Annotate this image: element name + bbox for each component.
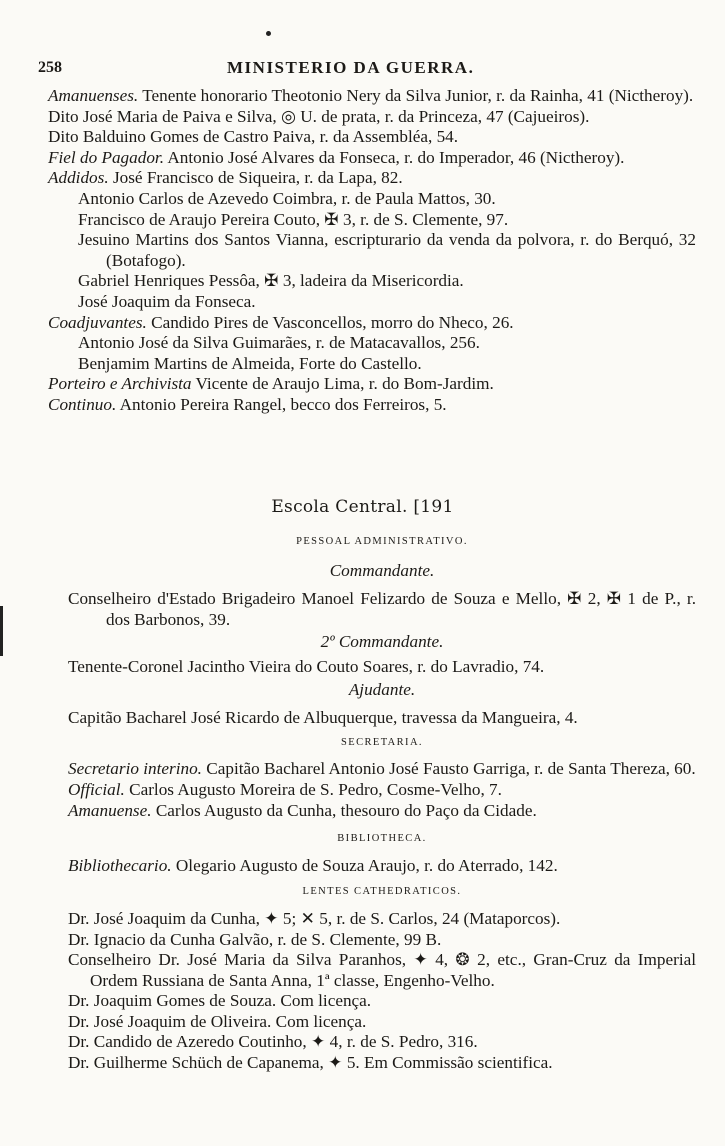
library-entry — [68, 856, 696, 877]
professor-entry: Dr. Ignacio da Cunha Galvão, r. de S. Clemente, 99 B. — [68, 929, 442, 949]
secretariat-entry — [68, 801, 696, 822]
print-speck-decoration — [266, 31, 271, 36]
role-label: Amanuense. — [68, 800, 152, 820]
running-title: MINISTERIO DA GUERRA. — [227, 58, 475, 77]
entry-text: Dito Balduino Gomes de Castro Paiva, r. da Assembléa, 54. — [48, 127, 459, 147]
professor-entry: Dr. José Joaquim de Oliveira. Com licença. — [68, 1011, 367, 1031]
entry-text: Gabriel Henriques Pessôa, ✠ 3, ladeira da Misericordia. — [78, 271, 464, 291]
staff-entry — [48, 107, 696, 128]
second-commandant-heading: 2º Commandante. — [320, 632, 444, 652]
staff-entry — [48, 292, 696, 313]
adjutant-heading: Ajudante. — [348, 679, 416, 699]
entry-text: Antonio José da Silva Guimarães, r. de Matacavallos, 256. — [78, 333, 480, 353]
entry-text: José Joaquim da Fonseca. — [78, 291, 256, 311]
role-label: Porteiro e Archivista — [48, 374, 192, 394]
professor-entry: Conselheiro Dr. José Maria da Silva Paranhos, ✦ 4, ❂ 2, etc., Gran-Cruz da Imperial Ordem Russiana de Santa Anna, 1ª classe, Engenho-Velho. — [68, 950, 696, 990]
staff-entry — [48, 127, 696, 148]
staff-entry — [48, 168, 696, 189]
staff-entry — [48, 210, 696, 231]
ministry-staff-list — [48, 86, 696, 416]
entry-text: José Francisco de Siqueira, r. da Lapa, 82. — [112, 168, 403, 188]
secretariat-heading: SECRETARIA. — [341, 736, 423, 748]
margin-bracket-decoration — [0, 606, 3, 656]
page-header — [38, 58, 699, 80]
staff-entry — [48, 395, 696, 416]
entry-text: Tenente honorario Theotonio Nery da Silva Junior, r. da Rainha, 41 (Nictheroy). — [142, 86, 694, 105]
professors-heading: LENTES CATHEDRATICOS. — [302, 886, 462, 898]
staff-entry — [48, 313, 696, 334]
entry-text: Dito José Maria de Paiva e Silva, ◎ U. de prata, r. da Princeza, 47 (Cajueiros). — [48, 106, 590, 126]
staff-entry — [48, 230, 696, 271]
role-label: Amanuenses. — [48, 86, 139, 105]
admin-heading: PESSOAL ADMINISTRATIVO. — [296, 536, 468, 547]
section-title: Escola Central. [191 — [271, 497, 454, 517]
commandant-heading: Commandante. — [329, 560, 435, 580]
commandant-entry: Conselheiro d'Estado Brigadeiro Manoel Felizardo de Souza e Mello, ✠ 2, ✠ 1 de P., r. dos Barbonos, 39. — [68, 589, 696, 629]
entry-text: Jesuino Martins dos Santos Vianna, escripturario da venda da polvora, r. do Berquó, 32 (Botafogo). — [78, 230, 696, 270]
entry-text: Carlos Augusto da Cunha, thesouro do Paço da Cidade. — [155, 800, 537, 820]
library-heading: BIBLIOTHECA. — [337, 833, 427, 845]
entry-text: Benjamim Martins de Almeida, Forte do Castello. — [78, 353, 422, 373]
role-label: Continuo. — [48, 394, 117, 414]
staff-entry — [48, 354, 696, 375]
page-number: 258 — [38, 59, 62, 76]
entry-text: Capitão Bacharel Antonio José Fausto Garriga, r. de Santa Thereza, 60. — [206, 759, 696, 779]
secretariat-entry — [68, 759, 696, 780]
staff-entry — [48, 148, 696, 169]
entry-text: Antonio Carlos de Azevedo Coimbra, r. de Paula Mattos, 30. — [78, 188, 496, 208]
second-commandant-entry: Tenente-Coronel Jacintho Vieira do Couto Soares, r. do Lavradio, 74. — [68, 656, 545, 676]
entry-text: Antonio José Alvares da Fonseca, r. do Imperador, 46 (Nictheroy). — [167, 147, 625, 167]
role-label: Addidos. — [48, 168, 109, 188]
staff-entry — [48, 86, 696, 107]
role-label: Bibliothecario. — [68, 855, 172, 875]
entry-text: Candido Pires de Vasconcellos, morro do Nheco, 26. — [151, 312, 514, 332]
staff-entry — [48, 189, 696, 210]
secretariat-entry — [68, 780, 696, 801]
staff-entry — [48, 333, 696, 354]
school-staff-list — [68, 532, 696, 1074]
staff-entry — [48, 374, 696, 395]
entry-text: Olegario Augusto de Souza Araujo, r. do Aterrado, 142. — [175, 855, 558, 875]
role-label: Secretario interino. — [68, 759, 202, 779]
entry-text: Vicente de Araujo Lima, r. do Bom-Jardim. — [195, 374, 494, 394]
adjutant-entry: Capitão Bacharel José Ricardo de Albuquerque, travessa da Mangueira, 4. — [68, 708, 578, 728]
entry-text: Antonio Pereira Rangel, becco dos Ferreiros, 5. — [119, 394, 447, 414]
professor-entry: Dr. Joaquim Gomes de Souza. Com licença. — [68, 991, 372, 1011]
professor-entry: Dr. Guilherme Schüch de Capanema, ✦ 5. Em Commissão scientifica. — [68, 1053, 553, 1073]
role-label: Official. — [68, 779, 125, 799]
professor-entry: Dr. José Joaquim da Cunha, ✦ 5; ✕ 5, r. de S. Carlos, 24 (Mataporcos). — [68, 908, 561, 928]
entry-text: Francisco de Araujo Pereira Couto, ✠ 3, r. de S. Clemente, 97. — [78, 209, 509, 229]
role-label: Fiel do Pagador. — [48, 147, 165, 167]
staff-entry — [48, 271, 696, 292]
role-label: Coadjuvantes. — [48, 312, 147, 332]
professor-entry: Dr. Candido de Azeredo Coutinho, ✦ 4, r. de S. Pedro, 316. — [68, 1032, 478, 1052]
entry-text: Carlos Augusto Moreira de S. Pedro, Cosme-Velho, 7. — [129, 779, 502, 799]
